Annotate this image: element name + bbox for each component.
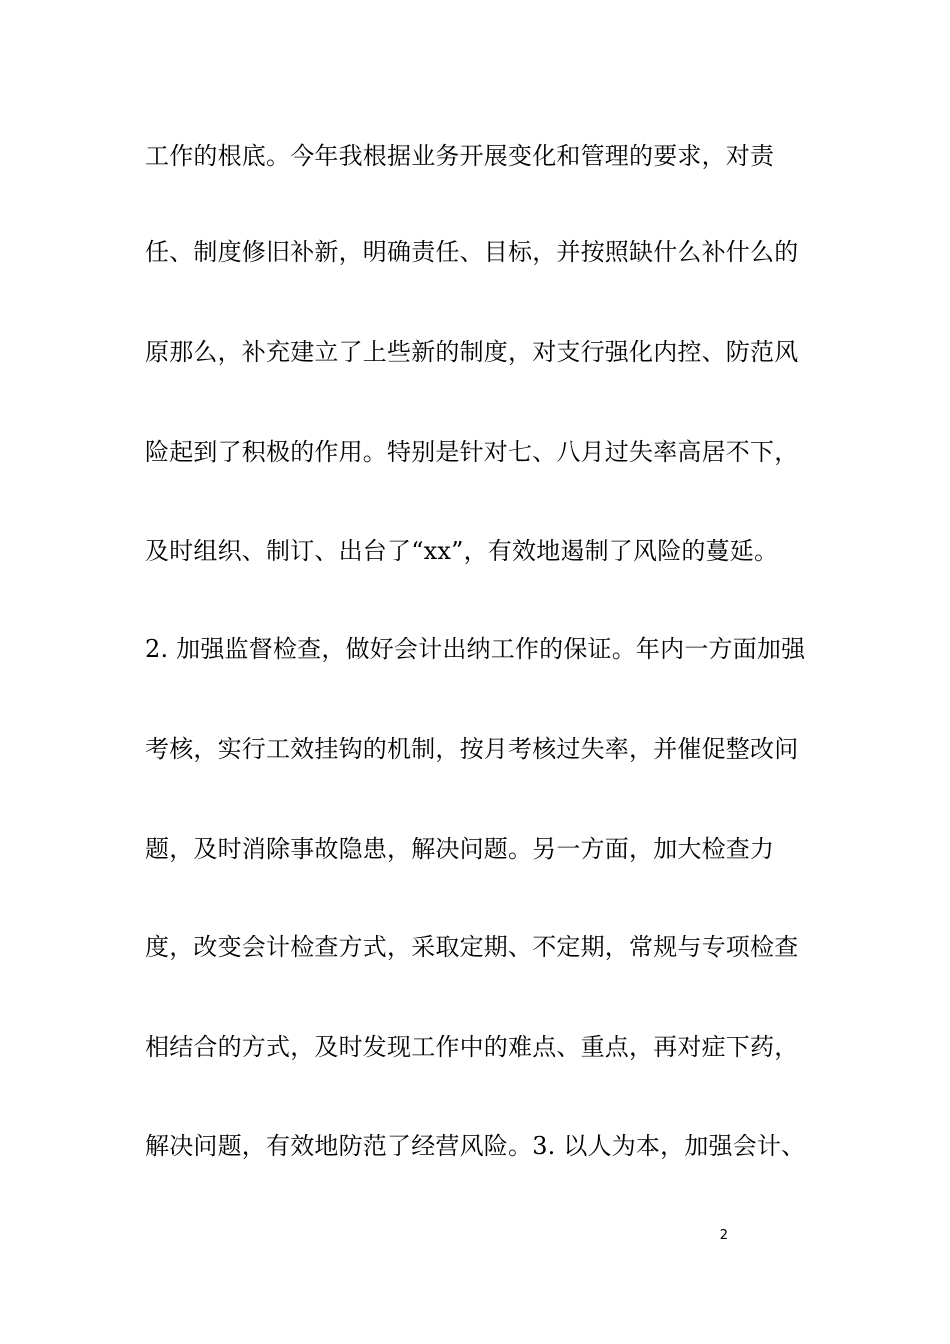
text-line: 及时组织、制订、出台了“xx”，有效地遏制了风险的蔓延。 xyxy=(145,537,779,565)
text-line: 题，及时消除事故隐患，解决问题。另一方面，加大检查力 xyxy=(145,835,775,863)
text-line: 相结合的方式，及时发现工作中的难点、重点，再对症下药， xyxy=(145,1033,799,1061)
text-line: 任、制度修旧补新，明确责任、目标，并按照缺什么补什么的 xyxy=(145,238,799,266)
text-line: 考核，实行工效挂钩的机制，按月考核过失率，并催促整改问 xyxy=(145,735,799,763)
page-number: 2 xyxy=(719,1228,728,1243)
text-line: 度，改变会计检查方式，采取定期、不定期，常规与专项检查 xyxy=(145,933,799,961)
text-line: 险起到了积极的作用。特别是针对七、八月过失率高居不下， xyxy=(145,438,799,466)
text-line: 2. 加强监督检查，做好会计出纳工作的保证。年内一方面加强 xyxy=(145,635,806,663)
text-line: 原那么，补充建立了上些新的制度，对支行强化内控、防范风 xyxy=(145,338,799,366)
text-line: 解决问题，有效地防范了经营风险。3. 以人为本，加强会计、 xyxy=(145,1132,806,1160)
text-line: 工作的根底。今年我根据业务开展变化和管理的要求，对责 xyxy=(145,142,775,170)
